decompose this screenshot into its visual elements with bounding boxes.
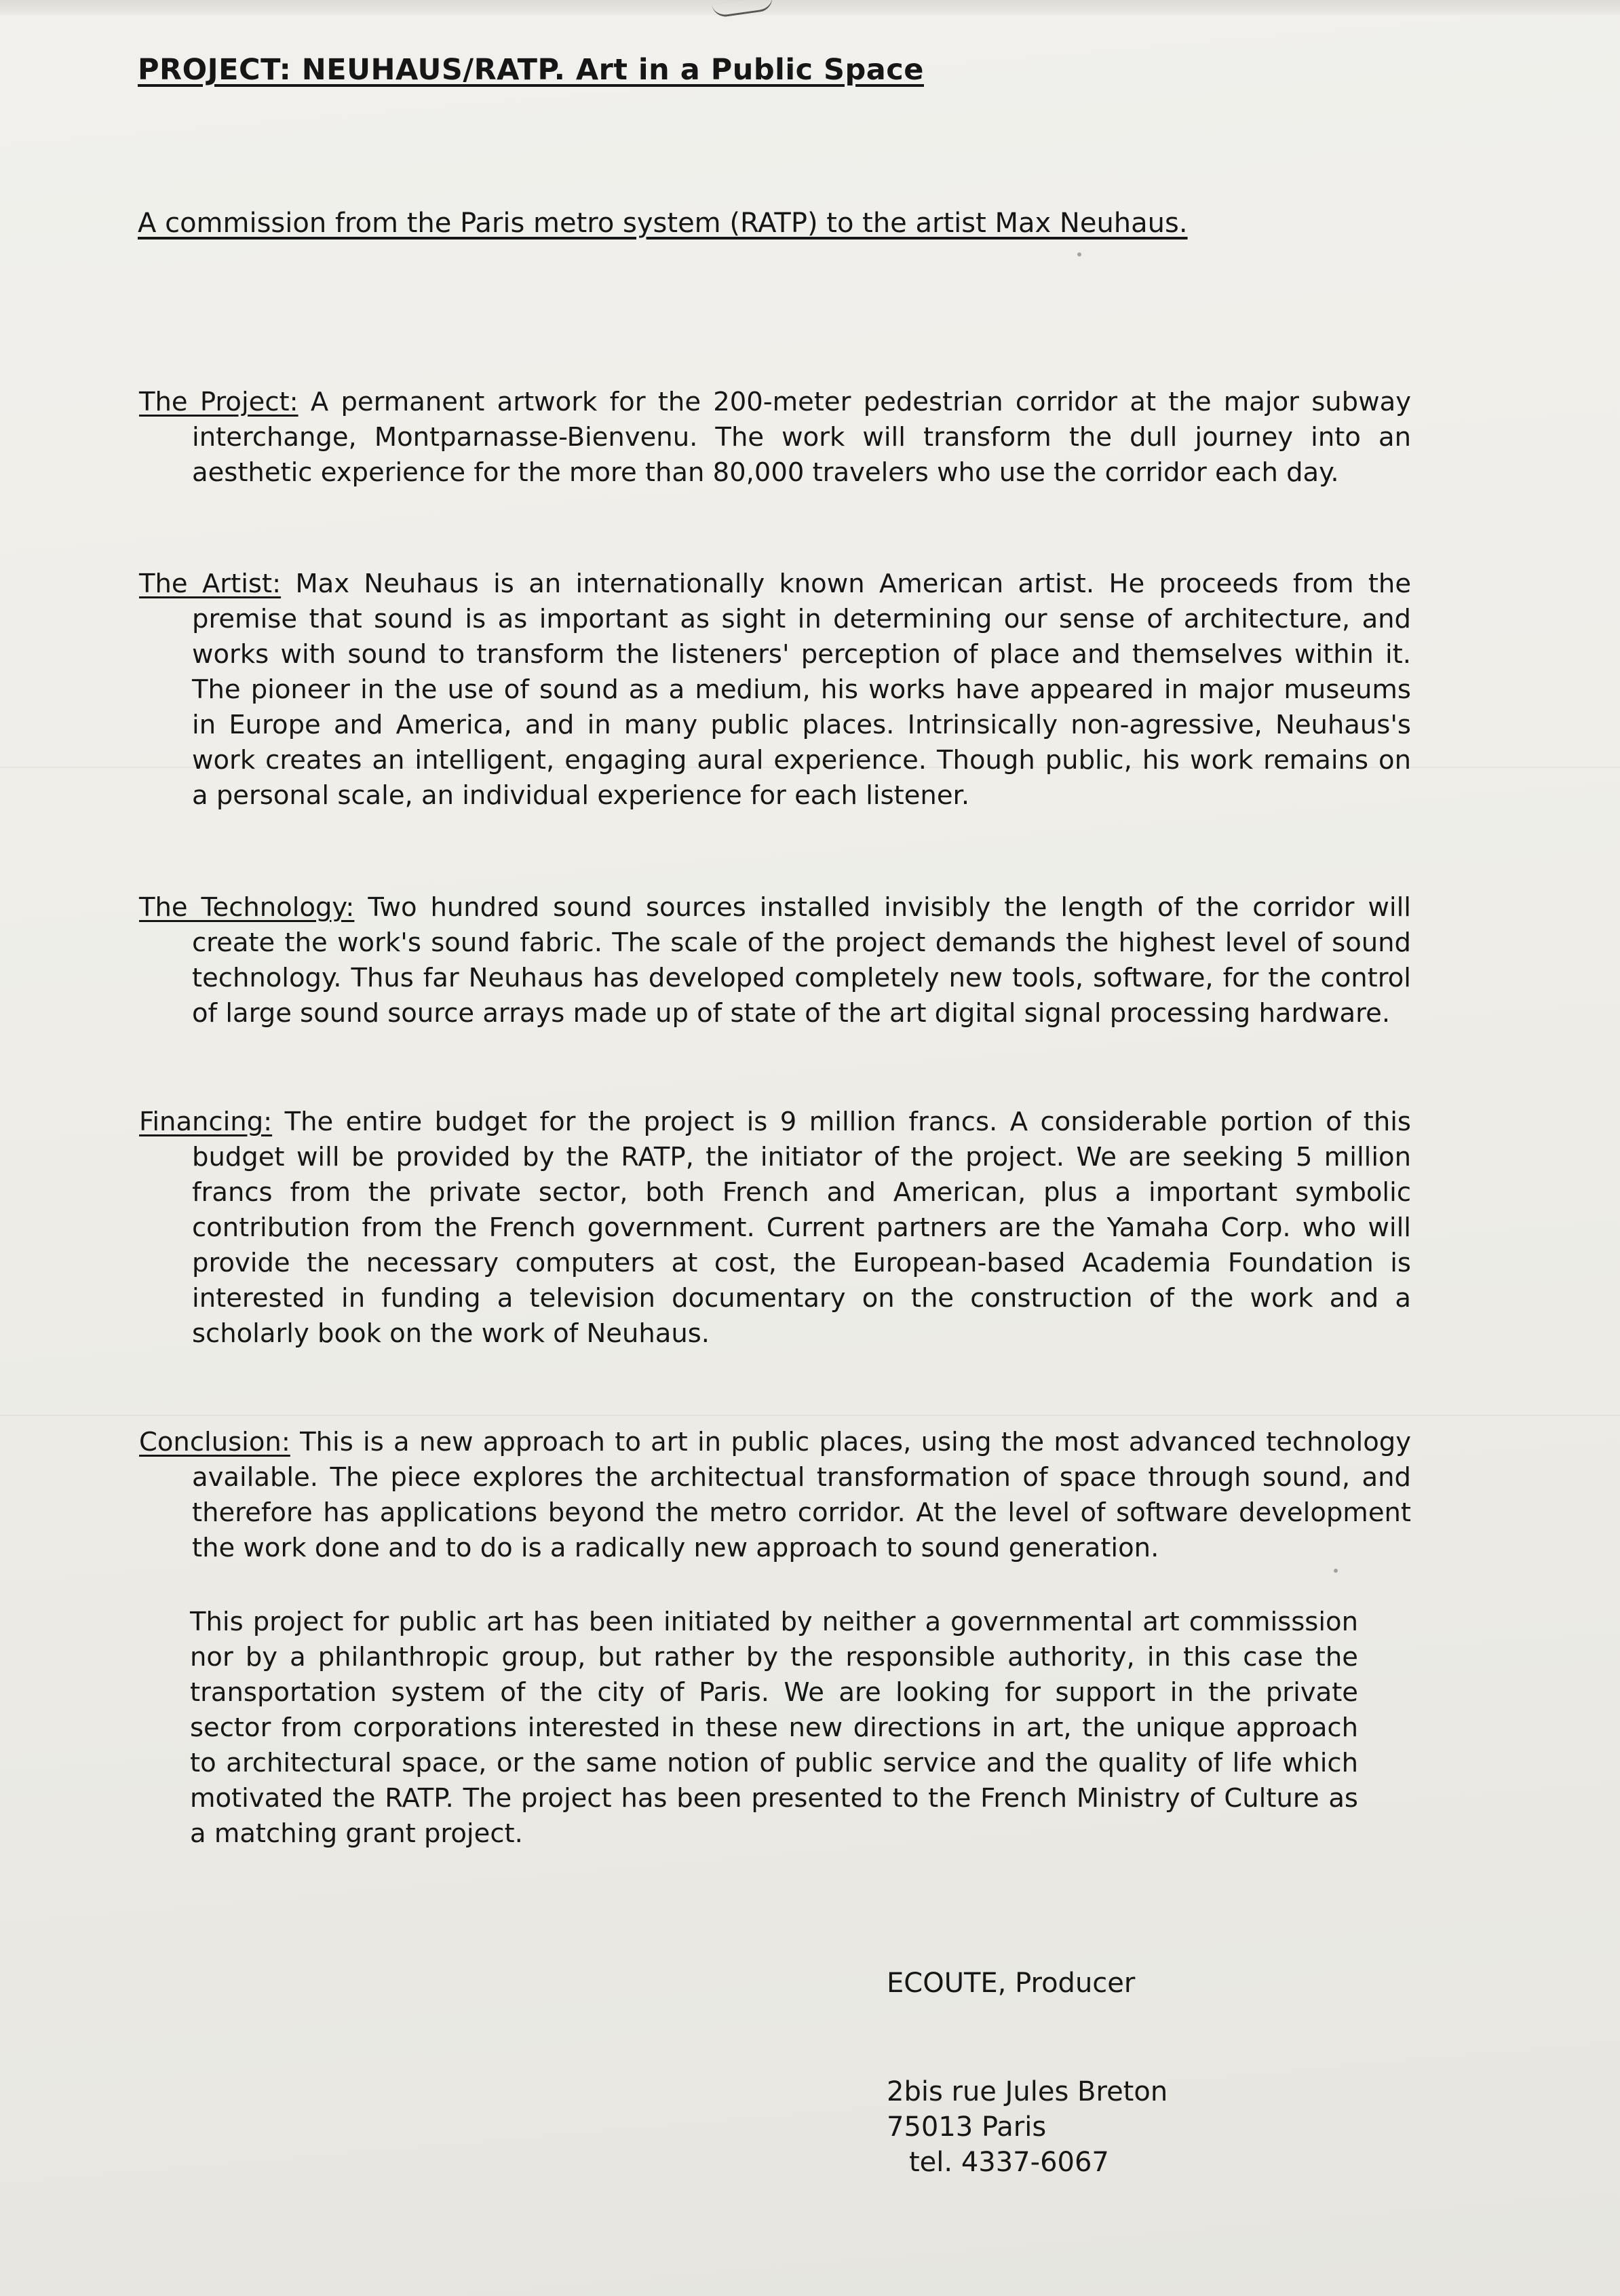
document-subtitle: A commission from the Paris metro system (RATP) to the artist Max Neuhaus. bbox=[138, 208, 1188, 239]
document-title: PROJECT: NEUHAUS/RATP. Art in a Public Space bbox=[138, 53, 924, 87]
section-text: A permanent artwork for the 200-meter pedestrian corridor at the major subway interchange, Montparnasse-Bienvenu. The work will transform the dull journey into an aesthetic experience for the more than 80,000 travelers who use the corridor each day. bbox=[192, 387, 1411, 488]
section-financing bbox=[139, 1105, 1411, 1352]
section-label: The Technology: bbox=[139, 892, 355, 923]
section-project bbox=[139, 385, 1411, 491]
address-line-1: 2bis rue Jules Breton bbox=[887, 2076, 1168, 2107]
section-label: Financing: bbox=[139, 1107, 273, 1137]
address-line-2: 75013 Paris bbox=[887, 2111, 1047, 2143]
producer-signature: ECOUTE, Producer bbox=[887, 1968, 1136, 1999]
section-conclusion bbox=[139, 1425, 1411, 1566]
section-label: Conclusion: bbox=[139, 1427, 290, 1457]
section-text: The entire budget for the project is 9 million francs. A considerable portion of this budget will be provided by the RATP, the initiator of the project. We are seeking 5 million francs from the private sector, both French and American, plus a important symbolic contribution from the French government. Current partners are the Yamaha Corp. who will provide the necessary computers at cost, the European-based Academia Foundation is interested in funding a television documentary on the construction of the work and a scholarly book on the work of Neuhaus. bbox=[192, 1107, 1411, 1349]
section-text: This is a new approach to art in public places, using the most advanced technology available. The piece explores the architectual transformation of space through sound, and therefore has applications beyond the metro corridor. At the level of software development the work done and to do is a radically new approach to sound generation. bbox=[192, 1427, 1411, 1563]
section-artist bbox=[139, 567, 1411, 814]
section-label: The Project: bbox=[139, 387, 298, 417]
phone-number: tel. 4337-6067 bbox=[909, 2147, 1109, 2178]
section-label: The Artist: bbox=[139, 569, 282, 599]
closing-paragraph: This project for public art has been initiated by neither a governmental art commisssion nor by a philanthropic group, but rather by the responsible authority, in this case the transportation system of the city of Paris. We are looking for support in the private sector from corporations interested in these new directions in art, the unique approach to architectural space, or the same notion of public service and the quality of life which motivated the RATP. The project has been presented to the French Ministry of Culture as a matching grant project. bbox=[190, 1607, 1358, 1849]
section-text: Two hundred sound sources installed invisibly the length of the corridor will create the work's sound fabric. The scale of the project demands the highest level of sound technology. Thus far Neuhaus has developed completely new tools, software, for the control of large sound source arrays made up of state of the art digital signal processing hardware. bbox=[192, 892, 1411, 1029]
section-text: Max Neuhaus is an internationally known American artist. He proceeds from the premise that sound is as important as sight in determining our sense of architecture, and works with sound to transform the listeners' perception of place and themselves within it. The pioneer in the use of sound as a medium, his works have appeared in major museums in Europe and America, and in many public places. Intrinsically non-agressive, Neuhaus's work creates an intelligent, engaging aural experience. Though public, his work remains on a personal scale, an individual experience for each listener. bbox=[192, 569, 1412, 811]
section-technology bbox=[139, 890, 1411, 1031]
